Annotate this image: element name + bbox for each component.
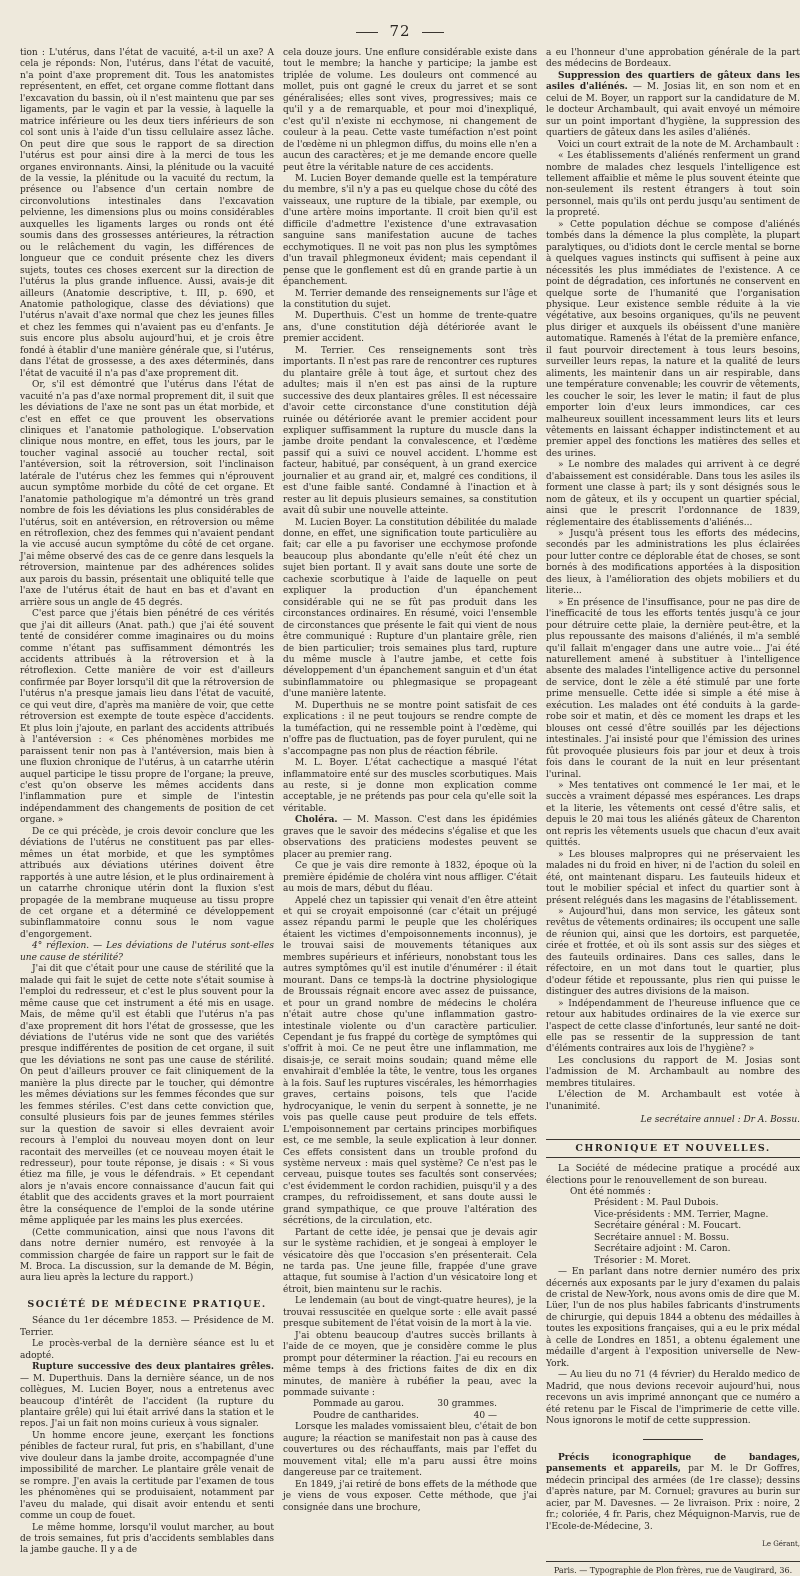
paragraph: Appelé chez un tapissier qui venait d'en être atteint et qui se croyait empoisonné (car c'était un préjugé assez répandu parmi le peuple que les cholériques étaient les victimes d'empoisonnements inconnus), je le trouvai saisi de mouvements tétaniques aux membres supérieurs et inférieurs, nonobstant tous les autres symptômes qu'il est inutile d'énumérer : il était mourant. Dans ce temps-là la doctrine physiologique de Broussais régnait encore avec assez de puissance, et pour un grand nombre de médecins le choléra n'était autre chose qu'une inflammation gastro-intestinale violente ou d'un caractère particulier. Cependant je fus frappé du cortège de symptômes qui s'offrit à moi. Ce ne peut être une inflammation, me disais-je, ce serait moins soudain; quand même elle envahirait d'emblée la tête, le ventre, tous les organes à la fois. Sauf les ruptures viscérales, les hémorrhagies graves, certains poisons, tels que l'acide hydrocyanique, le venin du serpent à sonnette, je ne vois pas quelle cause peut produire de tels effets. L'empoisonnement par certains principes morbifiques est, ce me semble, la seule explication à leur donner. Ces effets consistent dans un trouble profond du système nerveux : mais quel système? Ce n'est pas le cerveau, puisque toutes ses facultés sont conservées; c'est évidemment le cordon rachidien, puisqu'il y a des crampes, du refroidissement, et sans doute aussi le grand sympathique, ce que prouve l'altération des sécrétions, de la circulation, etc.	[283, 895, 537, 1227]
run-in-text: — M. Duperthuis. Dans la dernière séance, un de nos collègues, M. Lucien Boyer, nous a entretenus avec beaucoup d'intérêt de l'accident (la rupture du plantaire grêle) qui lui était arrivé dans la station et le repos. J'ai un fait non moins curieux à vous signaler.	[20, 1373, 274, 1430]
paragraph: Le procès-verbal de la dernière séance est lu et adopté.	[20, 1339, 274, 1361]
divider-rule	[643, 1439, 703, 1440]
paragraph: Partant de cette idée, je pensai que je devais agir sur le système rachidien, et je songeai à employer le vésicatoire dès que l'occasion s'en présenterait. Cela ne tarda pas. Une jeune fille, frappée d'une grave attaque, fut soumise à l'action d'un vésicatoire long et étroit, bien maintenu sur le rachis.	[283, 1227, 537, 1295]
paragraph: Ce que je vais dire remonte à 1832, époque où la première épidémie de choléra vint nous affliger. C'était au mois de mars, début du fléau.	[283, 861, 537, 895]
prescription-dose: 30 grammes.	[437, 1399, 497, 1410]
officer-line: Secrétaire adjoint : M. Caron.	[594, 1244, 731, 1255]
paragraph: Un homme encore jeune, exerçant les fonctions pénibles de facteur rural, fut pris, en s'habillant, d'une vive douleur dans la jambe droite, accompagnée d'une impossibilité de marcher. Le plantaire grêle venait de se rompre. J'en avais la certitude par l'examen de tous les phénomènes qui se produisaient, notamment par l'aveu du malade, qui disait avoir entendu et senti comme un coup de fouet.	[20, 1430, 274, 1522]
paragraph: J'ai dit que c'était pour une cause de stérilité que la malade qui fait le sujet de cette note s'était soumise à l'emploi du redresseur, et c'est le plus souvent pour la même cause que cet instrument a été mis en usage. Mais, de même qu'il est établi que l'utérus n'a pas d'axe proprement dit hors l'état de grossesse, que les déviations de l'utérus vide ne sont que des variétés presque indifférentes de position de cet organe, il suit que les déviations ne sont pas une cause de stérilité. On peut d'ailleurs prouver ce fait cliniquement de la manière la plus directe par le toucher, qui démontre les mêmes déviations sur les femmes fécondes que sur les femmes stériles. C'est dans cette conviction que, consulté plusieurs fois par de jeunes femmes stériles sur la question de savoir si elles devraient avoir recours à l'emploi du nouveau moyen dont on leur racontait des merveilles (et ce nouveau moyen était le redresseur), pour toute réponse, je disais : « Si vous étiez ma fille, je vous le défendrais. » Et cependant alors je n'avais encore connaissance d'aucun fait qui établit que des accidents graves et la mort pourraient être la conséquence de l'emploi de la sonde utérine même appliquée par les mains les plus exercées.	[20, 964, 274, 1227]
paragraph: De ce qui précède, je crois devoir conclure que les déviations de l'utérus ne constituent pas par elles-mêmes un état morbide, et que les symptômes attribués aux déviations utérines doivent être rapportés à une autre lésion, et le plus ordinairement à un catarrhe chronique utérin dont la fluxion s'est propagée de la membrane muqueuse au tissu propre de cet organe et a déterminé ce développement subinflammatoire connu sous le nom vague d'engorgement.	[20, 826, 274, 940]
officers-list	[546, 1198, 800, 1267]
paragraph: C'est parce que j'étais bien pénétré de ces vérités que j'ai dit ailleurs (Anat. path.) que j'ai été souvent tenté de considérer comme imaginaires ou du moins comme n'étant pas suffisamment démontrés les accidents attribués à la rétroversion et à la rétroflexion. Cette manière de voir est d'ailleurs confirmée par Boyer lorsqu'il dit que la rétroversion de l'utérus n'a presque jamais lieu dans l'état de vacuité, ce qui veut dire, d'après ma manière de voir, que cette rétroversion est exempte de toute espèce d'accidents. Et plus loin j'ajoute, en parlant des accidents attribués à l'antéversion : « Ces phénomènes morbides me paraissent tenir non pas à l'antéversion, mais bien à une fluxion chronique de l'utérus, à un catarrhe utérin auquel participe le tissu propre de l'organe; la preuve, c'est qu'on observe les mêmes accidents dans l'inflammation pure et simple de l'intestin indépendamment des changements de position de cet organe. »	[20, 609, 274, 826]
paragraph	[546, 71, 800, 140]
paragraph: Voici un court extrait de la note de M. Archambault :	[558, 139, 800, 150]
quote-paragraph: » Jusqu'à présent tous les efforts des médecins, secondés par les administrations les plus éclairées pour lutter contre ce déplorable état de choses, se sont bornés à des modifications apportées à la disposition des lieux, à l'amélioration des objets mobiliers et du literie...	[546, 529, 800, 597]
paragraph: — En parlant dans notre dernier numéro des prix décernés aux exposants par le jury d'examen du palais de cristal de New-York, nous avons omis de dire que M. Lüer, l'un de nos plus habiles fabricants d'instruments de chirurgie, qui depuis 1844 a obtenu des médailles à toutes les expositions françaises, qui a eu le prix médal à celle de Londres en 1851, a obtenu également une médaille d'argent à l'exposition universelle de New-York.	[546, 1267, 800, 1369]
run-in-title: Choléra.	[295, 815, 338, 826]
subheading: 4° réflexion. — Les déviations de l'utérus sont-elles une cause de stérilité?	[20, 941, 274, 963]
quote-paragraph: » Les blouses malpropres qui ne préservaient les malades ni du froid en hiver, ni de l'action du soleil en été, ont maintenant disparu. Les fauteuils hideux et tout le mobilier spécial et infect du quartier sont à présent relégués dans les magasins de l'établissement.	[546, 849, 800, 906]
section-title: SOCIÉTÉ DE MÉDECINE PRATIQUE.	[27, 1298, 267, 1310]
printer-footer: Paris. — Typographie de Plon frères, rue de Vaugirard, 36.	[546, 1561, 800, 1576]
officer-line: Secrétaire général : M. Foucart.	[594, 1221, 742, 1232]
paragraph	[20, 1362, 274, 1431]
paragraph: — Au lieu du no 71 (4 février) du Heraldo medico de Madrid, que nous devions recevoir aujourd'hui, nous recevons un avis imprimé annonçant que ce numéro a été retenu par le Fiscal de l'imprimerie de cette ville. Nous ignorons le motif de cette suppression.	[546, 1370, 800, 1427]
paragraph: tion : L'utérus, dans l'état de vacuité, a-t-il un axe? A cela je réponds: Non, l'utérus, dans l'état de vacuité, n'a point d'axe proprement dit. Tous les anatomistes représentent, en effet, cet organe comme flottant dans l'excavation du bassin, où il n'est maintenu que par ses ligaments, par le vagin et par la vessie, à laquelle la matrice inférieure ou les deux tiers inférieurs de son col sont unis à l'aide d'un tissu cellulaire assez lâche. On peut dire que sous le rapport de sa direction l'utérus est pour ainsi dire à la merci de tous les organes environnants. Ainsi, la plénitude ou la vacuité de la vessie, la plénitude ou la vacuité du rectum, la présence ou l'absence d'un certain nombre de circonvolutions intestinales dans l'excavation pelvienne, les dimensions plus ou moins considérables auxquelles les ligaments larges ou ronds ont été soumis dans des grossesses antérieures, la rétraction ou le relâchement du vagin, les différences de longueur que ce conduit présente chez les divers sujets, toutes ces choses exercent sur la direction de l'utérus la plus grande influence. Aussi, avais-je dit ailleurs (Anatomie descriptive, t. III, p. 690, et Anatomie pathologique, classe des déviations) que l'utérus n'avait d'axe normal que chez les jeunes filles et chez les femmes qui n'avaient pas eu d'enfants. Je suis encore plus absolu aujourd'hui, et je crois être fondé à établir d'une manière générale que, si l'utérus, dans l'état de grossesse, a des axes déterminés, dans l'état de vacuité il n'a pas d'axe proprement dit.	[20, 48, 274, 379]
quote-paragraph: » Cette population déchue se compose d'aliénés tombés dans la démence la plus complète, la plupart paralytiques, ou d'idiots dont le cercle mental se borne à quelques vagues instincts qui suffisent à peine aux nécessités les plus immédiates de l'existence. A ce point de dégradation, ces infortunés ne conservent en quelque sorte de l'humanité que l'organisation physique. Leur existence semble réduite à la vie végétative, aux besoins organiques, qu'ils ne peuvent plus diriger et auxquels ils obéissent d'une manière automatique. Ramenés à l'état de la première enfance, il faut pourvoir directement à tous leurs besoins, surveiller leurs repas, la nature et la qualité de leurs aliments, les maintenir dans un air respirable, dans une température convenable; les couvrir de vêtements, les coucher le soir, les lever le matin; il faut de plus emporter loin d'eux leurs immondices, car ces malheureux souillent incessamment leurs lits et leurs vêtements en laissant échapper indistinctement et au premier appel des fonctions les matières des selles et des urines.	[546, 219, 800, 459]
ornamental-divider	[546, 1435, 800, 1446]
paragraph: L'élection de M. Archambault est votée à l'unanimité.	[546, 1090, 800, 1112]
paragraph	[283, 815, 537, 861]
officer-line: Trésorier : M. Moret.	[594, 1255, 691, 1266]
paragraph: M. Lucien Boyer. La constitution débilitée du malade donne, en effet, une signification toute particulière au fait; car elle a pu favoriser une ecchymose profonde beaucoup plus abondante qu'elle n'eût été chez un sujet bien portant. Il y avait sans doute une sorte de cachexie scorbutique à l'aide de laquelle on peut expliquer la production d'un épanchement considérable qui ne se fût pas produit dans les circonstances ordinaires. En résumé, voici l'ensemble de circonstances que présente le fait qui vient de nous être communiqué : Rupture d'un plantaire grêle, rien de bien particulier; trois semaines plus tard, rupture du même muscle à l'autre jambe, et cette fois développement d'un épanchement sanguin et d'un état subinflammatoire ou phlegmasique se propageant d'une manière latente.	[283, 517, 537, 700]
paragraph: Les conclusions du rapport de M. Josias sont l'admission de M. Archambault au nombre des membres titulaires.	[546, 1055, 800, 1089]
prescription-item: Poudre de cantharides.	[313, 1410, 419, 1421]
run-in-title: Suppression des quartiers de gâteux dans les asiles d'aliénés.	[546, 70, 800, 93]
officer-line: Vice-présidents : MM. Terrier, Magne.	[594, 1209, 769, 1220]
paragraph: Le même homme, lorsqu'il voulut marcher, au bout de trois semaines, fut pris d'accidents semblables dans la jambe gauche. Il y a de	[20, 1522, 274, 1556]
paragraph: M. L. Boyer. L'état cachectique a masqué l'état inflammatoire enté sur des muscles scorbutiques. Mais au reste, si je donne mon explication comme acceptable, je ne prétends pas pour cela qu'elle soit la véritable.	[283, 758, 537, 814]
prescription-item: Pommade au garou.	[313, 1399, 405, 1410]
run-in-title: Rupture successive des deux plantaires grêles.	[32, 1362, 274, 1373]
paragraph: a eu l'honneur d'une approbation générale de la part des médecins de Bordeaux.	[546, 48, 800, 70]
paragraph: M. Terrier. Ces renseignements sont très importants. Il n'est pas rare de rencontrer ces ruptures du plantaire grêle à tout âge, et surtout chez des adultes; mais il n'en est pas ainsi de la rupture successive des deux plantaires grêles. Il est nécessaire d'avoir cette circonstance d'une constitution déjà ruinée ou détériorée avant le premier accident pour expliquer suffisamment la rupture du muscle dans la jambe droite pendant la convalescence, et l'œdème passif qui a suivi ce nouvel accident. L'homme est facteur, habitué, par conséquent, à un grand exercice journalier et au grand air, et, malgré ces conditions, il est d'une faible santé. Condamné à l'inaction et à rester au lit depuis plusieurs semaines, sa constitution avait dû subir une nouvelle atteinte.	[283, 345, 537, 517]
page-number: 72	[389, 22, 411, 40]
paragraph: M. Lucien Boyer demande quelle est la température du membre, s'il n'y a pas eu quelque chose du côté des vaisseaux, une rupture de la tibiale, par exemple, ou d'une artère moins importante. Il croit bien qu'il est difficile d'admettre l'existence d'une extravasation sanguine sans manifestation aucune de taches ecchymotiques. Il ne voit pas non plus les symptômes d'un travail phlegmoneux évident; mais cependant il pense que le gonflement est dû en grande partie à un épanchement.	[283, 173, 537, 288]
quote-paragraph: » Aujourd'hui, dans mon service, les gâteux sont revêtus de vêtements ordinaires; ils occupent une salle de réunion qui, ainsi que les dortoirs, est parquetée, cirée et frottée, et où ils sont assis sur des sièges et des fauteuils ordinaires. Dans ces salles, dans le réfectoire, en un mot dans tout le quartier, plus d'odeur fétide et repoussante, plus rien qui puisse le distinguer des autres divisions de la maison.	[546, 906, 800, 998]
secretary-signature: Le secrétaire annuel : Dr A. Bossu.	[640, 1115, 800, 1126]
page-header	[0, 22, 800, 40]
run-in-text: — M. Masson. C'est dans les épidémies graves que le savoir des médecins s'égalise et que les observations des praticiens modestes peuvent se placer au premier rang.	[283, 815, 537, 860]
header-rule-right	[422, 32, 444, 33]
paragraph: M. Duperthuis. C'est un homme de trente-quatre ans, d'une constitution déjà détériorée avant le premier accident.	[283, 311, 537, 345]
paragraph: Le lendemain (au bout de vingt-quatre heures), je la trouvai ressuscitée en quelque sorte : elle avait passé presque subitement de l'état voisin de la mort à la vie.	[283, 1296, 537, 1330]
prescription-line	[283, 1411, 537, 1422]
paragraph: (Cette communication, ainsi que nous l'avons dit dans notre dernier numéro, est renvoyée à la commission chargée de faire un rapport sur le fait de M. Broca. La discussion, sur la demande de M. Bégin, aura lieu après la lecture du rapport.)	[20, 1227, 274, 1284]
run-in-text: — M. Josias lit, en son nom et en celui de M. Boyer, un rapport sur la candidature de M. le docteur Archambault, qui avait envoyé un mémoire sur un point important d'hygiène, la suppression des quartiers de gâteux dans les asiles d'aliénés.	[546, 82, 800, 139]
officer-line: Président : M. Paul Dubois.	[594, 1198, 719, 1209]
paragraph: cela douze jours. Une enflure considérable existe dans tout le membre; la hanche y participe; la jambe est triplée de volume. Les douleurs ont commencé au mollet, puis ont gagné le creux du jarret et se sont généralisées; elles sont vives, progressives; mais ce qu'il y a de remarquable, et pour moi d'inexpliqué, c'est qu'il n'existe ni ecchymose, ni changement de couleur à la peau. Cette vaste tuméfaction n'est point de l'œdème ni un phlegmon diffus, du moins elle n'en a aucun des caractères; et je me demande encore quelle peut être la véritable nature de ces accidents.	[283, 48, 537, 173]
paragraph: M. Terrier demande des renseignements sur l'âge et la constitution du sujet.	[283, 288, 537, 310]
prescription-dose: 40 —	[473, 1410, 497, 1421]
quote-paragraph: « Les établissements d'aliénés renferment un grand nombre de malades chez lesquels l'intelligence est tellement affaiblie et même le plus souvent éteinte que non-seulement ils restent étrangers à tout soin personnel, mais qu'ils ont perdu jusqu'au sentiment de la propreté.	[546, 151, 800, 219]
quote-paragraph: » Indépendamment de l'heureuse influence que ce retour aux habitudes ordinaires de la vie exerce sur l'aspect de cette classe d'infortunés, leur santé ne doit-elle pas se ressentir de la suppression de tant d'éléments contraires aux lois de l'hygiène? »	[546, 998, 800, 1055]
header-rule-left	[356, 32, 378, 33]
paragraph: Or, s'il est démontré que l'utérus dans l'état de vacuité n'a pas d'axe normal proprement dit, il suit que les déviations de l'axe ne sont pas un état morbide, et c'est en effet ce que prouvent les observations cliniques et l'anatomie pathologique. L'observation clinique nous montre, en effet, tous les jours, par le toucher vaginal associé au toucher rectal, soit l'antéversion, soit la rétroversion, soit l'inclinaison latérale de l'utérus chez les femmes qui n'éprouvent aucun symptôme morbide du côté de cet organe. Et l'anatomie pathologique m'a démontré un très grand nombre de fois les déviations les plus considérables de l'utérus, soit en antéversion, en rétroversion ou même en rétroflexion, chez des femmes qui n'avaient pendant la vie accusé aucun symptôme du côté de cet organe. J'ai même observé des cas de ce genre dans lesquels la rétroversion, maintenue par des adhérences solides aux parois du bassin, présentait une obliquité telle que l'axe de l'utérus était de haut en bas et d'avant en arrière sous un angle de 45 degrés.	[20, 380, 274, 608]
paragraph	[546, 1453, 800, 1533]
quote-paragraph: » En présence de l'insuffisance, pour ne pas dire de l'inefficacité de tous les efforts tentés jusqu'à ce jour pour détruire cette plaie, la dernière peut-être, et la plus repoussante des maisons d'aliénés, il m'a semblé qu'il fallait m'engager dans une autre voie... J'ai été naturellement amené à substituer à l'intelligence absente des malades l'intelligence active du personnel de service, dont le zèle a été stimulé par une forte prime mensuelle. Cette idée si simple a été mise à exécution. Les malades ont été conduits à la garde-robe soir et matin, et dès ce moment les draps et les blouses ont cessé d'être souillés par les déjections intestinales. J'ai insisté pour que l'émission des urines fût provoquée plusieurs fois par jour et deux à trois fois dans le courant de la nuit en leur présentant l'urinal.	[546, 597, 800, 780]
paragraph: Lorsque les malades vomissaient bleu, c'était de bon augure; la réaction se manifestait non pas à cause des couvertures ou des réchauffants, mais par l'effet du mouvement vital; elle m'a paru aussi être moins dangereuse par ce traitement.	[283, 1422, 537, 1479]
column-2	[283, 48, 537, 1513]
run-in-text: par M. le Dr Goffres, médecin principal des armées (de 1re classe); dessins d'après nature, par M. Cornuel; gravures au burin sur acier, par M. Davesnes. — 2e livraison. Prix : noire, 2 fr.; coloriée, 4 fr. Paris, chez Méquignon-Marvis, rue de l'Ecole-de-Médecine, 3.	[546, 1464, 800, 1532]
run-in-title: Précis iconographique de bandages, pansements et appareils,	[546, 1452, 800, 1475]
paragraph: En 1849, j'ai retiré de bons effets de la méthode que je viens de vous exposer. Cette méthode, que j'ai consignée dans une brochure,	[283, 1479, 537, 1513]
paragraph: Ont été nommés :	[570, 1186, 651, 1197]
paragraph: J'ai obtenu beaucoup d'autres succès brillants à l'aide de ce moyen, que je considère comme le plus prompt pour déterminer la réaction. J'ai eu recours en même temps à des frictions faites de dix en dix minutes, de manière à rubéfier la peau, avec la pommade suivante :	[283, 1330, 537, 1399]
column-3	[546, 48, 800, 1575]
officer-line: Secrétaire annuel : M. Bossu.	[594, 1232, 730, 1243]
paragraph: M. Duperthuis ne se montre point satisfait de ces explications : il ne peut toujours se rendre compte de la tuméfaction, qui ne ressemble point à l'œdème, qui n'offre pas de fluctuation, pas de foyer purulent, qui ne s'accompagne pas non plus de réaction fébrile.	[283, 700, 537, 757]
prescription-line	[283, 1399, 537, 1410]
quote-paragraph: » Le nombre des malades qui arrivent à ce degré d'abaissement est considérable. Dans tous les asiles ils forment une classe à part; ils y sont désignés sous le nom de gâteux, et ils y occupent un quartier spécial, ainsi que le prescrit l'ordonnance de 1839, réglementaire des établissements d'aliénés...	[546, 460, 800, 528]
session-line: Séance du 1er décembre 1853. — Présidence de M. Terrier.	[20, 1316, 274, 1338]
paragraph: La Société de médecine pratique a procédé aux élections pour le renouvellement de son bureau.	[546, 1164, 800, 1186]
quote-paragraph: » Mes tentatives ont commencé le 1er mai, et le succès a vraiment dépassé mes espérances. Les draps et la literie, les vêtements ont cessé d'être salis, et depuis le 20 mai tous les aliénés gâteux de Charenton ont repris les vêtements usuels que chacun d'eux avait quittés.	[546, 781, 800, 849]
column-1	[20, 48, 274, 1556]
section-title: CHRONIQUE ET NOUVELLES.	[546, 1139, 800, 1158]
gerant-line: Le Gérant,	[762, 1540, 800, 1549]
